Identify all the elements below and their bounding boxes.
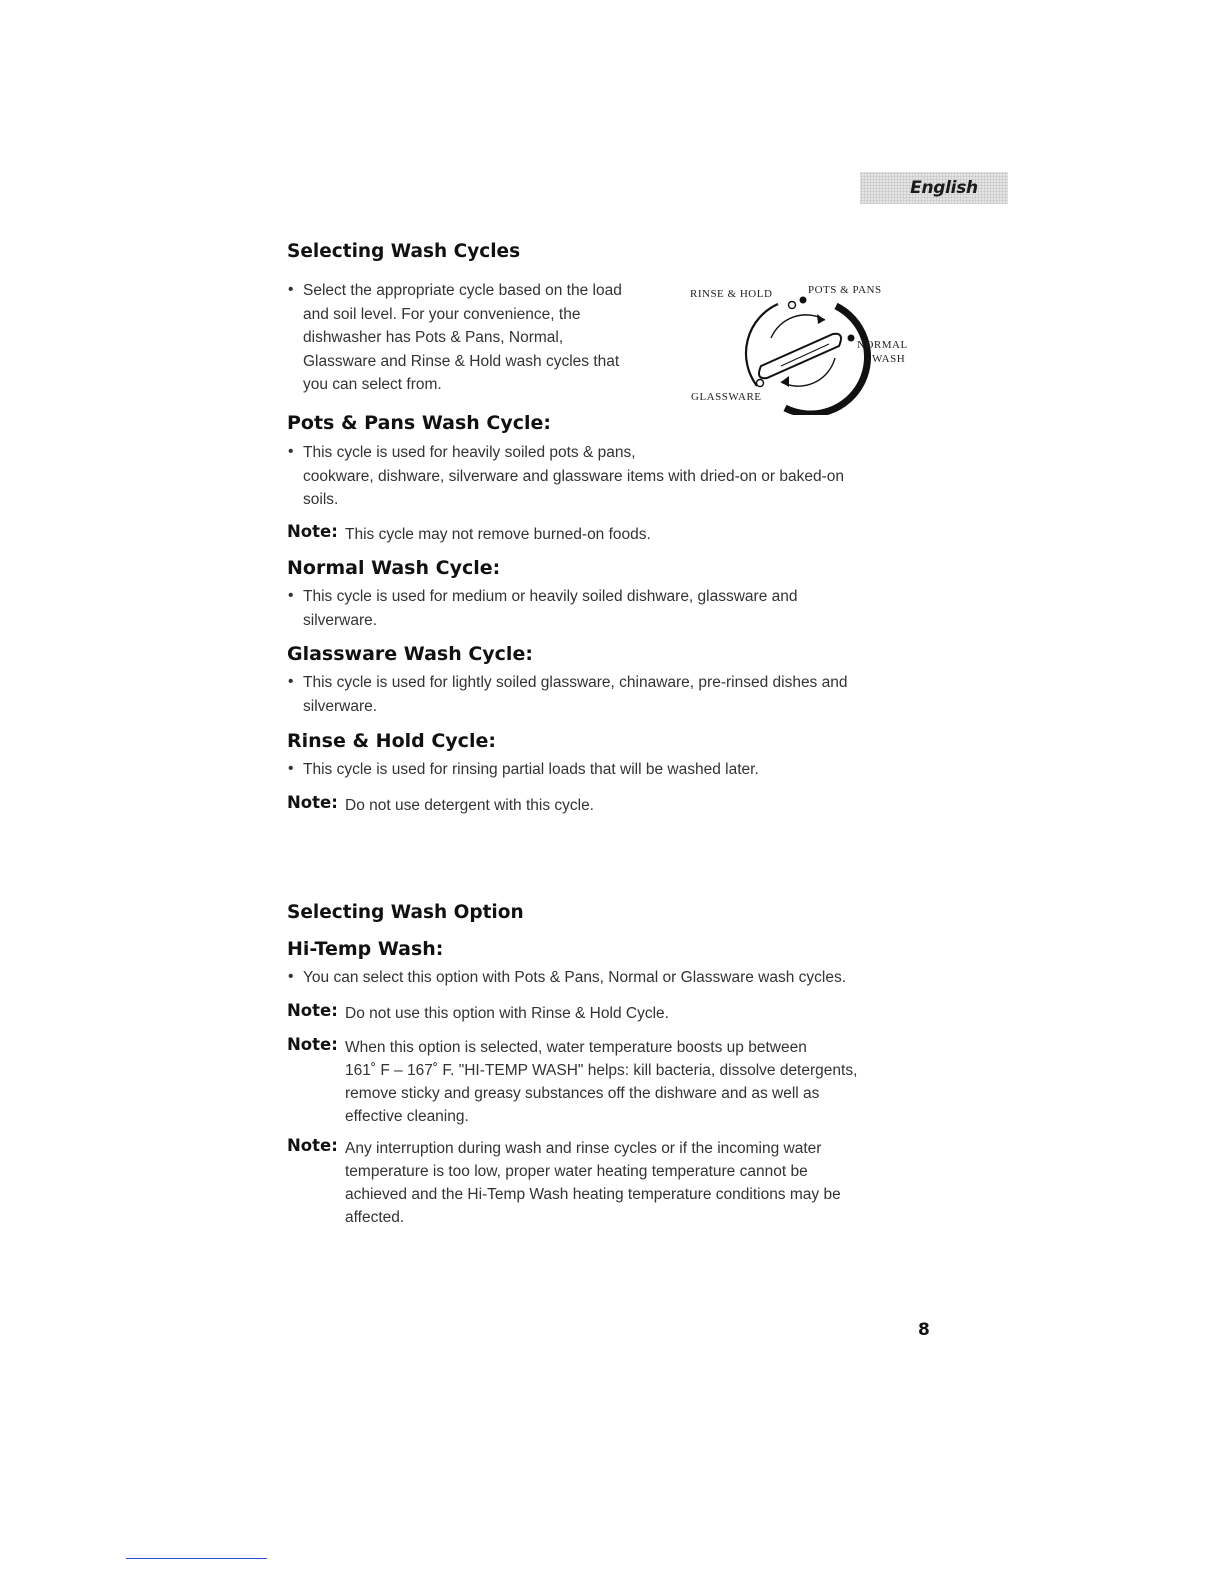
text-line: cookware, dishware, silverware and glassware items with dried-on or baked-on [303, 467, 845, 485]
note-label: Note: [287, 1001, 338, 1020]
hi-temp-title: Hi-Temp Wash: [287, 938, 444, 960]
note-text [345, 1137, 945, 1229]
normal-text [303, 585, 943, 632]
bullet: • [288, 968, 294, 985]
pots-pans-text [303, 441, 943, 512]
normal-title: Normal Wash Cycle: [287, 557, 501, 579]
note-label: Note: [287, 793, 338, 812]
intro-line: and soil level. For your convenience, the [303, 305, 581, 323]
text-line: This cycle is used for lightly soiled glassware, chinaware, pre-rinsed dishes and [303, 674, 848, 691]
text-line: Do not use this option with Rinse & Hold Cycle. [345, 1005, 669, 1022]
bullet: • [288, 443, 294, 460]
note-label: Note: [287, 1035, 338, 1054]
intro-line: dishwasher has Pots & Pans, Normal, [303, 329, 564, 346]
dial-label-glassware: GLASSWARE [691, 391, 762, 403]
section-title-wash-option: Selecting Wash Option [287, 902, 524, 923]
dial-marker [800, 297, 807, 304]
text-line: This cycle is used for rinsing partial loads that will be washed later. [303, 761, 759, 778]
text-line: remove sticky and greasy substances off the dishware and as well as [345, 1085, 820, 1102]
bullet: • [288, 673, 294, 690]
dial-label-normal: NORMAL [857, 339, 908, 351]
text-line: silverware. [303, 611, 378, 629]
footer-rule [126, 1558, 267, 1559]
intro-line: Glassware and Rinse & Hold wash cycles that [303, 352, 620, 370]
note-label: Note: [287, 1136, 338, 1155]
page-number: 8 [918, 1320, 930, 1340]
bullet: • [288, 281, 294, 298]
text-line: silverware. [303, 697, 378, 715]
language-tab [860, 172, 1008, 204]
note-text: This cycle may not remove burned-on foods. [345, 526, 651, 543]
dial-label-pots-pans: POTS & PANS [808, 284, 882, 296]
language-tab-label: English [910, 178, 978, 198]
text-line: This cycle is used for heavily soiled pots & pans, [303, 444, 636, 461]
cycle-dial-illustration [685, 280, 925, 415]
text-line: achieved and the Hi-Temp Wash heating temperature conditions may be [345, 1186, 841, 1203]
dial-marker [848, 335, 855, 342]
note-text: Do not use detergent with this cycle. [345, 797, 594, 814]
text-line: affected. [345, 1209, 405, 1226]
dial-label-rinse-hold: RINSE & HOLD [690, 288, 773, 300]
text-line: You can select this option with Pots & Pans, Normal or Glassware wash cycles. [303, 969, 847, 986]
bullet: • [288, 587, 294, 604]
bullet: • [288, 760, 294, 777]
text-line: soils. [303, 491, 339, 508]
text-line: This cycle is used for medium or heavily soiled dishware, glassware and [303, 588, 798, 605]
dial-inner-arc [771, 315, 825, 338]
glassware-text [303, 671, 943, 718]
dial-arrow-icon [781, 376, 789, 387]
note-text [345, 1002, 945, 1025]
note-text [345, 1036, 945, 1128]
text-line: When this option is selected, water temperature boosts up between [345, 1039, 807, 1056]
glassware-title: Glassware Wash Cycle: [287, 643, 533, 665]
text-line: 161˚ F – 167˚ F. "HI-TEMP WASH" helps: kill bacteria, dissolve detergents, [345, 1062, 858, 1079]
rinse-hold-text [303, 758, 943, 782]
text-line: temperature is too low, proper water heating temperature cannot be [345, 1163, 808, 1180]
intro-line: you can select from. [303, 376, 442, 393]
dial-marker [757, 380, 764, 387]
hi-temp-text [303, 966, 943, 990]
pots-pans-title: Pots & Pans Wash Cycle: [287, 412, 551, 434]
dial-marker [789, 302, 796, 309]
intro-line: Select the appropriate cycle based on the load [303, 282, 622, 299]
intro-paragraph [303, 279, 683, 397]
text-line: effective cleaning. [345, 1108, 469, 1125]
text-line: Any interruption during wash and rinse cycles or if the incoming water [345, 1140, 822, 1157]
dial-label-wash: WASH [872, 353, 906, 365]
rinse-hold-title: Rinse & Hold Cycle: [287, 730, 496, 752]
section-title-wash-cycles: Selecting Wash Cycles [287, 241, 521, 262]
note-label: Note: [287, 522, 338, 541]
